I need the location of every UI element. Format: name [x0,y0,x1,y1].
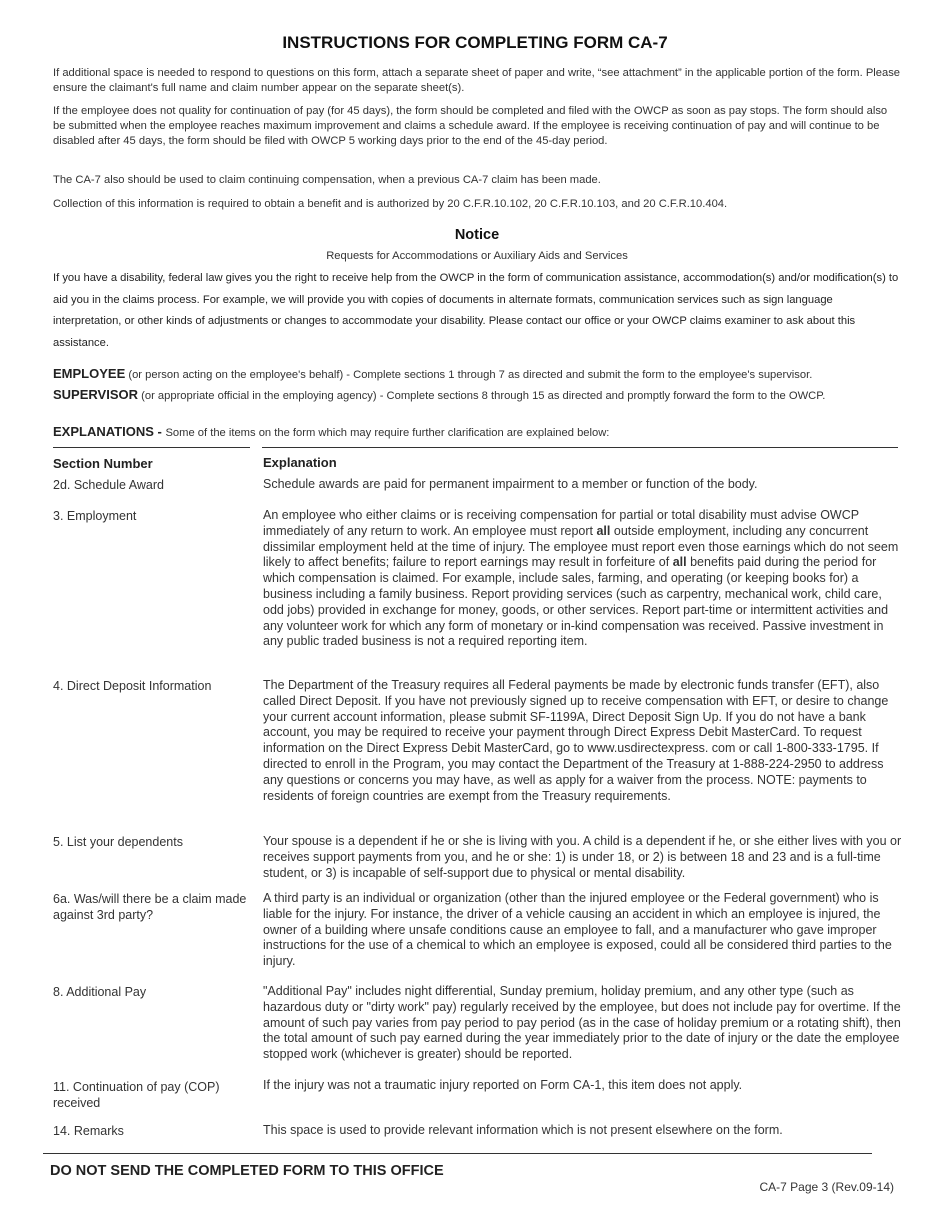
notice-heading: Notice [454,227,500,243]
employee-text: (or person acting on the employee's behalf) - Complete sections 1 through 7 as directed and submit the form to the employee's supervisor. [125,369,813,381]
intro-paragraph: If additional space is needed to respond to questions on this form, attach a separate sheet of paper and write, “see attachment” in the applicable portion of the form. Please ensure the claimant's full name and claim number appear on the separate sheet(s). [53,67,901,94]
supervisor-text: (or appropriate official in the employing agency) - Complete sections 8 through 15 as directed and promptly forward the form to the OWCP. [138,390,826,402]
section-explanation: An employee who either claims or is receiving compensation for partial or total disability must advise OWCP immediately of any return to work. An employee must report all outside employment, including any concurrent dissimilar employment held at the time of injury. The employee must report even those earnings which do not seem likely to affect benefits; failure to report earnings may result in forfeiture of all benefits paid during the period for which compensation is claimed. For example, include sales, farming, and operating (or keeping books for) a business including a family business. Report providing services (such as carpentry, mechanical work, child care, odd jobs) provided in exchange for money, goods, or other services. Report part-time or intermittent activities and any volunteer work for which any form of monetary or in-kind compensation was received. Passive investment in any public traded business is not a required reporting item. [263,508,899,649]
section-label: 14. Remarks [53,1124,124,1138]
supervisor-instruction [53,387,903,404]
section-label: 6a. Was/will there be a claim made against 3rd party? [53,892,247,922]
explanations-text: Some of the items on the form which may require further clarification are explained below: [165,427,610,439]
section-label: 5. List your dependents [53,835,183,849]
section-number-header: Section Number [53,456,153,471]
explanations-label: EXPLANATIONS - [53,424,166,439]
section-explanation: This space is used to provide relevant information which is not present elsewhere on the form. [263,1123,783,1137]
footer-rule [43,1153,872,1154]
explanations-intro [53,424,903,441]
notice-subheading: Requests for Accommodations or Auxiliary Aids and Services [326,250,628,262]
intro-paragraph: If the employee does not quality for continuation of pay (for 45 days), the form should be completed and filed with the OWCP as soon as pay stops. The form should also be submitted when the employee reaches maximum improvement and claims a schedule award. If the employee is receiving continuation of pay and will continue to be disabled after 45 days, the form should be filed with OWCP 5 working days prior to the end of the 45-day period. [53,105,888,147]
explanation-column-rule [262,447,898,448]
intro-paragraph: The CA-7 also should be used to claim continuing compensation, when a previous CA-7 claim has been made. [53,174,601,186]
page-title: INSTRUCTIONS FOR COMPLETING FORM CA-7 [282,33,668,52]
explanation-header: Explanation [263,455,337,470]
section-explanation: "Additional Pay" includes night differential, Sunday premium, holiday premium, and any other type (such as hazardous duty or "dirty work" pay) regularly received by the employee, but does not include pay for overtime. If the amount of such pay varies from pay period to pay period (as in the case of holiday premium or a rotating shift), then the total amount of such pay earned during the year immediately prior to the date of injury or the date the employee stopped work (whichever is greater) should be reported. [263,984,901,1062]
section-explanation: If the injury was not a traumatic injury reported on Form CA-1, this item does not apply. [263,1078,743,1092]
section-label: 11. Continuation of pay (COP) received [53,1080,220,1110]
employee-label: EMPLOYEE [53,366,126,381]
section-explanation: The Department of the Treasury requires all Federal payments be made by electronic funds transfer (EFT), also called Direct Deposit. If you have not previously signed up to receive compensation with EFT, or desire to change your current account information, please submit SF-1199A, Direct Deposit Sign Up. If you do not have a bank account, you may be required to receive your payment through Direct Express Debit MasterCard. To request information on the Direct Express Debit MasterCard, go to www.usdirectexpress. com or call 1-800-333-1795. If directed to enroll in the Program, you may contact the Department of the Treasury at 1-888-224-2950 to address any questions or concerns you may have, as well as apply for a waiver from the process. NOTE: payments to residents of foreign countries are exempt from the Treasury requirements. [263,678,889,803]
section-label: 3. Employment [53,509,137,523]
section-label: 4. Direct Deposit Information [53,679,212,693]
section-label: 2d. Schedule Award [53,478,164,492]
section-column-rule [53,447,250,448]
employee-instruction [53,366,903,383]
section-explanation: Your spouse is a dependent if he or she is living with you. A child is a dependent if he, or she either lives with you or receives support payments from you, and he or she: 1) is under 18, or 2) is between 18 and 23 and is a full-time student, or 3) is incapable of self-support due to physical or mental disability. [263,834,902,880]
intro-paragraph: Collection of this information is required to obtain a benefit and is authorized by 20 C.F.R.10.102, 20 C.F.R.10.103, and 20 C.F.R.10.404. [53,198,728,210]
notice-body: If you have a disability, federal law gives you the right to receive help from the OWCP in the form of communication assistance, accommodation(s) and/or modification(s) to aid you in the claims process. For example, we will provide you with copies of documents in alternate formats, communication services such as sign language interpretation, or other kinds of adjustments or changes to accommodate your disability. Please contact our office or your OWCP claims examiner to ask about this assistance. [53,272,899,349]
do-not-send-warning: DO NOT SEND THE COMPLETED FORM TO THIS OFFICE [50,1163,444,1179]
section-explanation: Schedule awards are paid for permanent impairment to a member or function of the body. [263,477,758,491]
section-explanation: A third party is an individual or organization (other than the injured employee or the Federal government) who is liable for the injury. For instance, the driver of a vehicle causing an accident in which an employee is injured, the owner of a building where unsafe conditions cause an employee to fall, and a manufacturer who gave improper instructions for the use of a chemical to which an employee is exposed, could all be considered third parties to the injury. [263,891,892,969]
form-page-id: CA-7 Page 3 (Rev.09-14) [759,1180,894,1194]
supervisor-label: SUPERVISOR [53,387,139,402]
section-label: 8. Additional Pay [53,985,147,999]
